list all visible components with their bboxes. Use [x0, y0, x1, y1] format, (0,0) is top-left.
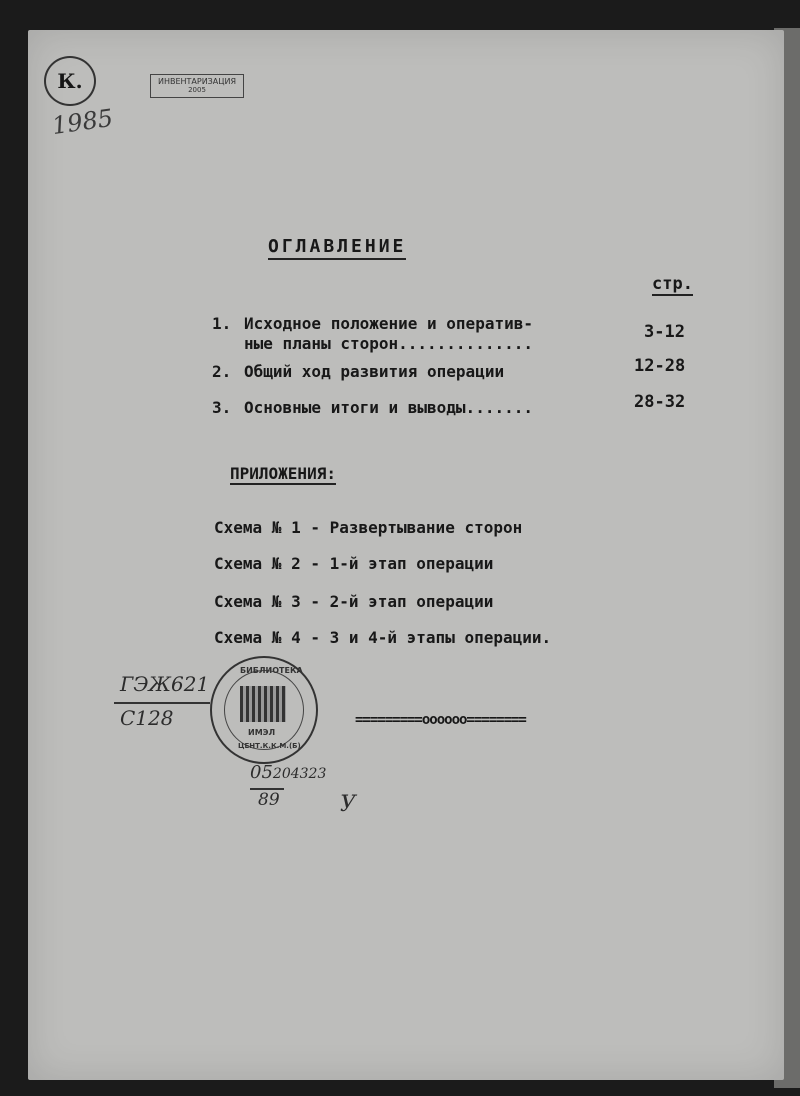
appendix-item-4: Схема № 4 - 3 и 4-й этапы операции.: [214, 628, 552, 647]
archive-mark: К.: [44, 56, 96, 106]
shelf-code-top: ГЭЖ621: [120, 672, 210, 696]
building-icon: [240, 686, 286, 722]
toc-item-2-pages: 12-28: [634, 356, 686, 376]
toc-item-2-line1: Общий ход развития операции: [244, 362, 505, 381]
toc-item-1-pages: 3-12: [644, 322, 685, 342]
toc-item-2-number: 2.: [212, 362, 232, 381]
toc-item-3-pages: 28-32: [634, 392, 686, 412]
appendix-item-1: Схема № 1 - Развертывание сторон: [214, 518, 523, 537]
shelf-code-divider: [114, 702, 210, 704]
inventory-number-main: 05: [250, 762, 273, 783]
page-column-label: стр.: [652, 274, 693, 294]
toc-item-3-line1: Основные итоги и выводы.......: [244, 398, 533, 417]
library-stamp: [210, 656, 318, 764]
toc-item-1-line2: ные планы сторон..............: [244, 334, 533, 353]
appendix-title: ПРИЛОЖЕНИЯ:: [230, 464, 336, 483]
shelf-code-bottom: С128: [120, 706, 174, 730]
handwritten-initial: У: [340, 792, 356, 817]
inventory-number: [250, 762, 326, 783]
toc-item-1-number: 1.: [212, 314, 232, 333]
library-stamp-bottom: ЦЕНТ.К.К.М.(Б): [238, 742, 301, 750]
appendix-item-3: Схема № 3 - 2-й этап операции: [214, 592, 494, 611]
page-title: ОГЛАВЛЕНИЕ: [268, 236, 406, 260]
inventory-stamp: [150, 74, 244, 98]
library-stamp-mid: ИМЭЛ: [248, 728, 276, 737]
inventory-stamp-year: 2005: [188, 86, 206, 94]
library-stamp-top: БИБЛИОТЕКА: [240, 666, 303, 675]
toc-item-3-number: 3.: [212, 398, 232, 417]
appendix-item-2: Схема № 2 - 1-й этап операции: [214, 554, 494, 573]
inventory-stamp-label: ИНВЕНТАРИЗАЦИЯ: [157, 77, 237, 86]
year-note: 1985: [50, 103, 115, 141]
inventory-sub: 89: [258, 790, 280, 810]
inventory-number-suffix: 204323: [272, 766, 327, 782]
toc-item-1-line1: Исходное положение и оператив-: [244, 314, 533, 333]
divider-line: =========оооооо========: [355, 712, 526, 728]
